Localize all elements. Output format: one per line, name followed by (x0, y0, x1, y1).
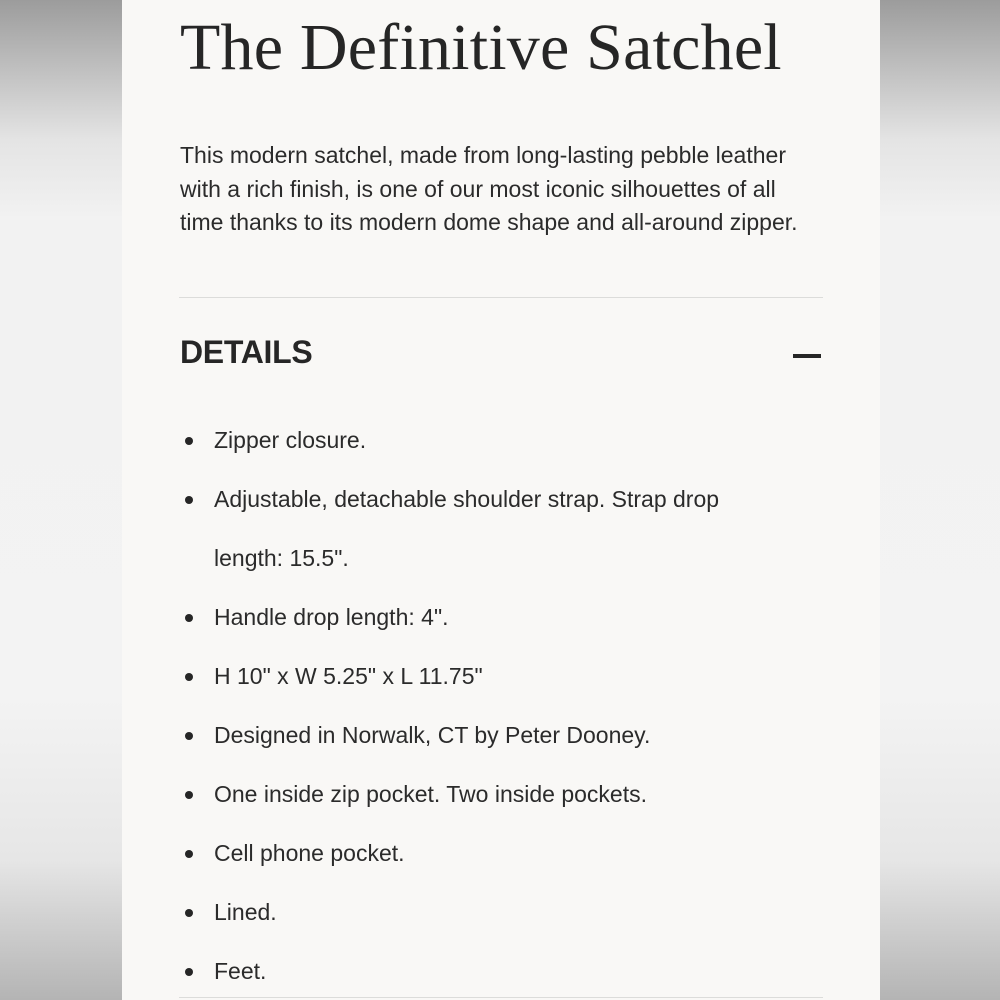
section-divider-bottom (179, 997, 823, 998)
bullet-icon (185, 791, 193, 799)
list-item (179, 883, 774, 942)
details-list (179, 411, 823, 1000)
list-item (179, 942, 774, 1000)
list-item (179, 706, 774, 765)
list-item (179, 411, 774, 470)
section-divider (179, 297, 823, 298)
list-item-text: Cell phone pocket. (214, 840, 405, 866)
product-title: The Definitive Satchel (180, 11, 782, 84)
details-accordion-header[interactable] (179, 330, 823, 380)
minus-icon[interactable] (793, 354, 821, 358)
bullet-icon (185, 673, 193, 681)
bullet-icon (185, 968, 193, 976)
list-item-text: Handle drop length: 4". (214, 604, 449, 630)
bullet-icon (185, 496, 193, 504)
product-info-panel (122, 0, 880, 1000)
list-item (179, 470, 774, 588)
list-item-text: Feet. (214, 958, 267, 984)
list-item-text: One inside zip pocket. Two inside pockets. (214, 781, 647, 807)
bullet-icon (185, 614, 193, 622)
bullet-icon (185, 437, 193, 445)
details-heading: DETAILS (180, 334, 313, 370)
bullet-icon (185, 732, 193, 740)
product-description: This modern satchel, made from long-lasting pebble leather with a rich finish, is one of our most iconic silhouettes of all time thanks to its modern dome shape and all-around zipper. (180, 142, 798, 235)
bullet-icon (185, 850, 193, 858)
bullet-icon (185, 909, 193, 917)
list-item-text: Adjustable, detachable shoulder strap. Strap drop length: 15.5". (214, 486, 720, 571)
list-item-text: H 10" x W 5.25" x L 11.75" (214, 663, 483, 689)
list-item (179, 647, 774, 706)
list-item-text: Designed in Norwalk, CT by Peter Dooney. (214, 722, 651, 748)
list-item-text: Lined. (214, 899, 277, 925)
list-item (179, 588, 774, 647)
list-item-text: Zipper closure. (214, 427, 367, 453)
list-item (179, 824, 774, 883)
list-item (179, 765, 774, 824)
